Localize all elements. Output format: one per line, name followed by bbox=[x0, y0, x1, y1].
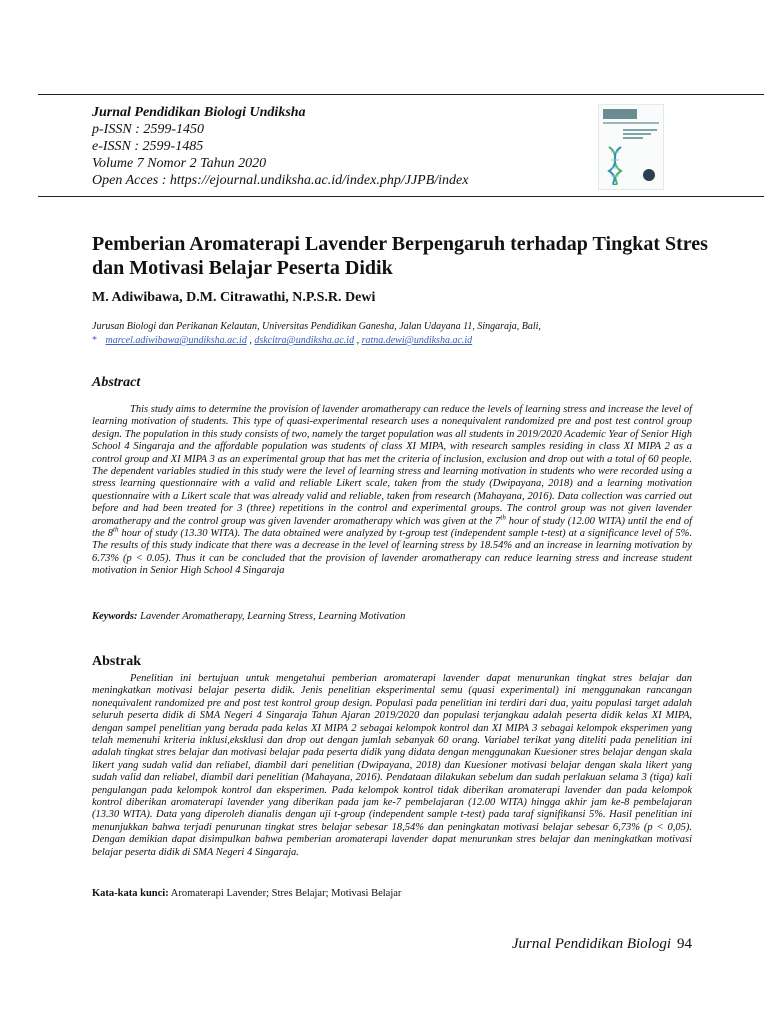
header-rule-bottom bbox=[38, 196, 764, 197]
superscript-th: th bbox=[113, 525, 119, 534]
email-marker: * bbox=[92, 335, 97, 346]
kata-kunci-values: Aromaterapi Lavender; Stres Belajar; Motivasi Belajar bbox=[170, 888, 402, 899]
author-emails bbox=[92, 335, 472, 346]
page-footer bbox=[512, 936, 692, 953]
author-affiliation: Jurusan Biologi dan Perikanan Kelautan, Universitas Pendidikan Ganesha, Jalan Udayana 11, Singaraja, Bali, bbox=[92, 321, 541, 332]
abstract-heading: Abstract bbox=[92, 375, 141, 390]
keywords-english bbox=[92, 611, 405, 622]
abstrak-heading: Abstrak bbox=[92, 654, 142, 669]
cover-title-lines bbox=[623, 129, 661, 141]
abstract-english-text bbox=[92, 404, 692, 578]
journal-name: Jurnal Pendidikan Biologi Undiksha bbox=[92, 105, 306, 120]
superscript-th: th bbox=[500, 513, 506, 522]
university-seal-icon bbox=[643, 169, 655, 181]
email-link-1[interactable]: marcel.adiwibawa@undiksha.ac.id bbox=[105, 335, 247, 346]
journal-cover-thumbnail bbox=[598, 104, 664, 190]
journal-info bbox=[92, 104, 592, 189]
cover-header-bar bbox=[603, 109, 637, 119]
e-issn: e-ISSN : 2599-1485 bbox=[92, 139, 204, 154]
dna-icon bbox=[605, 145, 625, 185]
cover-divider bbox=[603, 122, 659, 124]
email-link-2[interactable]: dskcitra@undiksha.ac.id bbox=[254, 335, 355, 346]
abstrak-indonesian-text: Penelitian ini bertujuan untuk mengetahui pemberian aromaterapi lavender dapat menurunkan tingkat stres belajar dan meningkatkan motivasi belajar peserta didik. Jenis penelitian eksperimental semu (quasi experimental) ini menggunakan rancangan nonequivalent randomized pre and post test kontrol group design. Populasi pada penelitian ini terdiri dari dua, yaitu populasi target adalah seluruh peserta didik di SMA Negeri 4 Singaraja Tahun Ajaran 2019/2020 dan populasi terjangkau adalah peserta didik kelas XI MIPA, dengan sampel penelitian yang berada pada kelas XI MIPA 2 sebagai kelompok kontrol dan XI MIPA 3 sebagai kelompok eksperimen yang telah memenuhi kriteria inklusi,eksklusi dan drop out dengan jumlah sebanyak 60 orang. Variabel terikat yang diteliti pada penelitian ini adalah tingkat stres belajar dan motivasi belajar pada peserta didik yang didata dengan menggunakan Kuesioner stres belajar dengan skala likert yang sudah valid dan reliabel, diambil dari penelitian (Dwipayana, 2018) dan Kuesioner motivasi belajar dengan skala likert yang sudah valid dan reliabel, diambil dari penelitian (Mahayana, 2016). Pendataan dilakukan sebelum dan sudah perlakuan selama 3 (tiga) kali pengulangan pada kelompok kontrol dan eksperimen. Pada kelompok kontrol tidak diberikan aromaterapi lavender dan pada kelompok kontrol diberikan aromaterapi lavender yang diberikan pada jam ke-7 pembelajaran (12.00 WITA) hingga akhir jam ke-8 pembelajaran (13.30 WITA). Data yang diperoleh dianalis dengan uji t-group (independent sample t-test) pada taraf signifikansi 5%. Hasil penelitian ini menunjukkan bahwa terjadi penurunan tingkat stres belajar sebesar 18,54% dan peningkatan motivasi belajar sebesar 6,73% (p < 0,05). Dengan demikian dapat disimpulkan bahwa pemberian aromaterapi lavender dapat menurunkan stres belajar dan meningkatkan motivasi belajar peserta didik di SMA Negeri 4 Singaraja. bbox=[92, 673, 692, 858]
kata-kunci-label: Kata-kata kunci: bbox=[92, 888, 169, 899]
abstract-text-part-1: This study aims to determine the provision of lavender aromatherapy can reduce the levels of learning stress and increase the level of learning motivation of students. This type of quasi-experimental research uses a nonequivalent randomized pre and post test control group design. The population in this study consists of two, namely the target population was all students in 2019/2020 Academic Year of Senior High School 4 Singaraja and the affordable population was students of class XI MIPA, with research samples residing in class XI MIPA 2 as a control group and XI MIPA 3 as an experimental group that has met the criteria of inclusion, exclusion and drop out with a total of 60 people. The dependent variables studied in this study were the level of learning stress and learning motivation in students who were recorded using a stress learning questionnaire with a valid and reliable Likert scale, taken from the study (Dwipayana, 2018) and a learning motivation questionnaire with a Likert scale that was already valid and reliable, taken from research (Mahayana, 2016). Data collection was carried out before and had been treated for 3 (three) repetitions in the control and experimental groups. The control group was not given lavender aromatherapy and the control group was given lavender aromatherapy which was given at the 7 bbox=[92, 404, 692, 527]
volume-issue: Volume 7 Nomor 2 Tahun 2020 bbox=[92, 156, 267, 171]
article-title: Pemberian Aromaterapi Lavender Berpengaruh terhadap Tingkat Stres dan Motivasi Belajar Peserta Didik bbox=[92, 233, 708, 279]
keywords-values: Lavender Aromatherapy, Learning Stress, Learning Motivation bbox=[140, 611, 406, 622]
keywords-indonesian bbox=[92, 888, 401, 899]
article-authors: M. Adiwibawa, D.M. Citrawathi, N.P.S.R. Dewi bbox=[92, 290, 376, 305]
abstract-text-part-3: hour of study (13.30 WITA). The data obtained were analyzed by t-group test (independent sample t-test) at a significance level of 5%. The results of this study indicate that there was a decrease in the level of learning stress by 18.54% and an increase in learning motivation by 6.73% (p < 0.05). Thus it can be concluded that the provision of lavender aromatherapy can reduce learning stress and increase student motivation in Senior High School 4 Singaraja bbox=[92, 528, 693, 577]
footer-journal-name: Jurnal Pendidikan Biologi bbox=[511, 936, 671, 952]
p-issn: p-ISSN : 2599-1450 bbox=[92, 122, 204, 137]
open-access-url[interactable]: Open Acces : https://ejournal.undiksha.ac.id/index.php/JJPB/index bbox=[92, 173, 469, 188]
email-separator: , bbox=[246, 335, 255, 346]
email-link-3[interactable]: ratna.dewi@undiksha.ac.id bbox=[361, 335, 473, 346]
header-rule-top bbox=[38, 94, 764, 95]
page-number: 94 bbox=[677, 936, 692, 952]
abstract-text-part-2: hour of study (12.00 WITA) until the end of the 8 bbox=[92, 515, 692, 540]
email-separator: , bbox=[354, 335, 362, 346]
keywords-label: Keywords: bbox=[92, 611, 138, 622]
